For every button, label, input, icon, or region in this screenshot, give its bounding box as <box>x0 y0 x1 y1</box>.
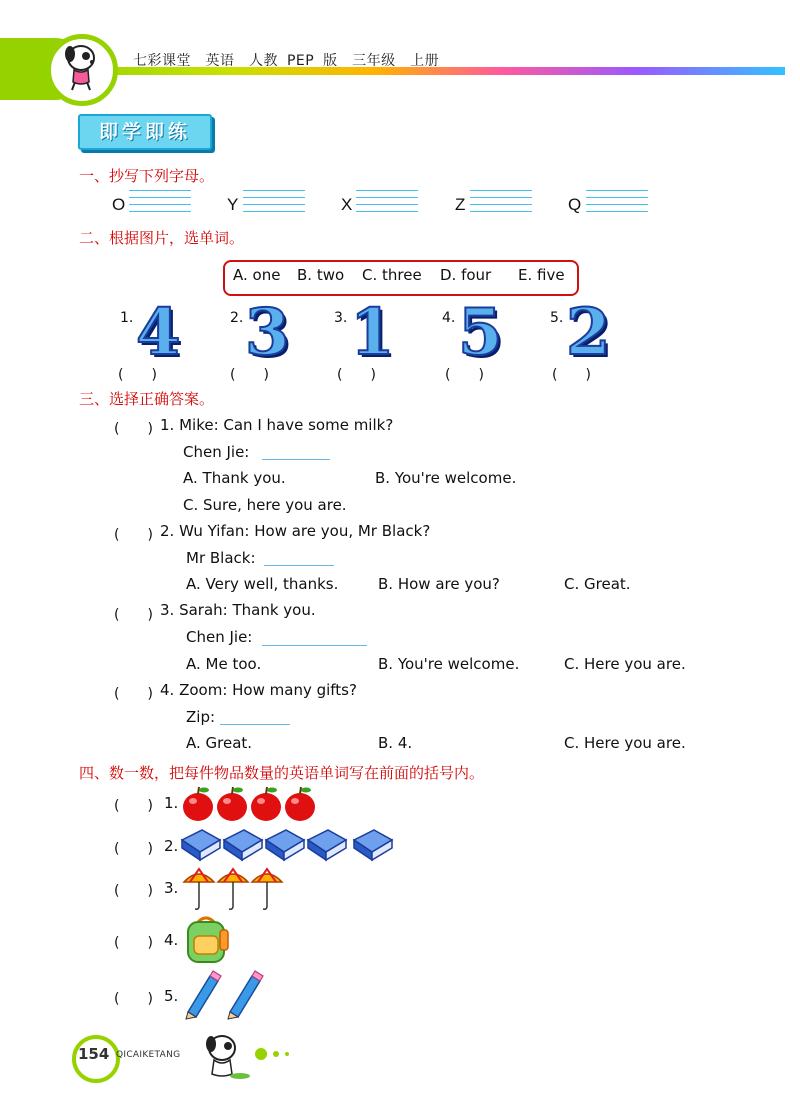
option-d: D. four <box>440 266 492 284</box>
mc-option-1b: B. You're welcome. <box>375 469 517 487</box>
count-answer-paren-4[interactable]: ( ) <box>114 935 153 951</box>
mc-option-3b: B. You're welcome. <box>378 655 520 673</box>
mc-speaker-4: Zip: <box>186 708 216 726</box>
option-a: A. one <box>233 266 281 284</box>
footer-brand: QICAIKETANG <box>116 1050 181 1060</box>
pic-answer-paren-3[interactable]: ( ) <box>337 367 376 383</box>
mc-question-4: 4. Zoom: How many gifts? <box>160 681 357 699</box>
pic-answer-paren-2[interactable]: ( ) <box>230 367 269 383</box>
copy-letter-z: Z <box>455 195 466 214</box>
mc-option-3c: C. Here you are. <box>564 655 686 673</box>
header-title: 七彩课堂 英语 人教 PEP 版 三年级 上册 <box>133 53 440 69</box>
section1-title: 一、抄写下列字母。 <box>79 167 215 185</box>
copy-letter-x: X <box>341 195 353 214</box>
pic-answer-paren-4[interactable]: ( ) <box>445 367 484 383</box>
copy-lines-x[interactable] <box>356 190 418 216</box>
mc-question-2: 2. Wu Yifan: How are you, Mr Black? <box>160 522 431 540</box>
mc-option-2b: B. How are you? <box>378 575 500 593</box>
copy-letter-q: Q <box>568 195 582 214</box>
section-banner <box>78 114 212 150</box>
pic-numeral-5: 2 <box>566 295 611 370</box>
pic-item-label-1: 1. <box>120 310 134 326</box>
section2-title: 二、根据图片，选单词。 <box>79 229 245 247</box>
mc-answer-paren-2[interactable]: ( ) <box>114 527 153 543</box>
mc-answer-paren-1[interactable]: ( ) <box>114 421 153 437</box>
copy-lines-y[interactable] <box>243 190 305 216</box>
dog-mascot-icon <box>56 40 106 92</box>
count-answer-paren-3[interactable]: ( ) <box>114 883 153 899</box>
mc-option-3a: A. Me too. <box>186 655 262 673</box>
copy-letter-o: O <box>112 195 126 214</box>
section3-title: 三、选择正确答案。 <box>79 390 215 408</box>
mc-option-4b: B. 4. <box>378 734 413 752</box>
count-answer-paren-5[interactable]: ( ) <box>114 991 153 1007</box>
option-b: B. two <box>297 266 345 284</box>
pic-item-label-4: 4. <box>442 310 456 326</box>
pic-item-label-2: 2. <box>230 310 244 326</box>
pic-answer-paren-1[interactable]: ( ) <box>118 367 157 383</box>
mc-option-4a: A. Great. <box>186 734 253 752</box>
backpack-icon <box>184 914 230 966</box>
mc-answer-paren-4[interactable]: ( ) <box>114 686 153 702</box>
mc-blank-1[interactable] <box>262 459 330 460</box>
copy-lines-z[interactable] <box>470 190 532 216</box>
apple-icon <box>180 785 320 823</box>
copy-lines-o[interactable] <box>129 190 191 216</box>
pic-numeral-1: 4 <box>136 295 181 370</box>
mc-option-4c: C. Here you are. <box>564 734 686 752</box>
count-answer-paren-2[interactable]: ( ) <box>114 841 153 857</box>
pic-item-label-5: 5. <box>550 310 564 326</box>
pic-answer-paren-5[interactable]: ( ) <box>552 367 591 383</box>
mc-speaker-3: Chen Jie: <box>186 628 253 646</box>
count-answer-paren-1[interactable]: ( ) <box>114 798 153 814</box>
mc-option-2c: C. Great. <box>564 575 631 593</box>
count-item-label-5: 5. <box>164 987 179 1005</box>
banner-label: 即学即练 <box>98 121 191 143</box>
mc-blank-4[interactable] <box>220 724 290 725</box>
pic-item-label-3: 3. <box>334 310 348 326</box>
count-item-label-1: 1. <box>164 794 179 812</box>
option-e: E. five <box>518 266 565 284</box>
pic-numeral-2: 3 <box>245 295 290 370</box>
mc-option-1a: A. Thank you. <box>183 469 286 487</box>
pic-numeral-4: 5 <box>458 295 503 370</box>
mc-question-1: 1. Mike: Can I have some milk? <box>160 416 394 434</box>
copy-lines-q[interactable] <box>586 190 648 216</box>
pencil-icon <box>182 968 272 1020</box>
umbrella-icon <box>182 866 286 912</box>
section4-title: 四、数一数，把每件物品数量的英语单词写在前面的括号内。 <box>79 764 485 782</box>
mc-option-1c: C. Sure, here you are. <box>183 496 347 514</box>
dog-mascot-footer-icon <box>198 1030 254 1082</box>
mc-blank-3[interactable] <box>262 645 367 646</box>
book-icon <box>180 826 395 864</box>
count-item-label-3: 3. <box>164 879 179 897</box>
mc-speaker-2: Mr Black: <box>186 549 256 567</box>
page-number: 154 <box>78 1045 110 1063</box>
option-c: C. three <box>362 266 422 284</box>
pic-numeral-3: 1 <box>350 295 395 370</box>
footer-dots-icon <box>254 1046 294 1062</box>
mc-blank-2[interactable] <box>264 565 334 566</box>
count-item-label-2: 2. <box>164 837 179 855</box>
count-item-label-4: 4. <box>164 931 179 949</box>
mc-question-3: 3. Sarah: Thank you. <box>160 601 316 619</box>
mc-speaker-1: Chen Jie: <box>183 443 250 461</box>
mc-answer-paren-3[interactable]: ( ) <box>114 607 153 623</box>
copy-letter-y: Y <box>227 195 239 214</box>
mc-option-2a: A. Very well, thanks. <box>186 575 339 593</box>
